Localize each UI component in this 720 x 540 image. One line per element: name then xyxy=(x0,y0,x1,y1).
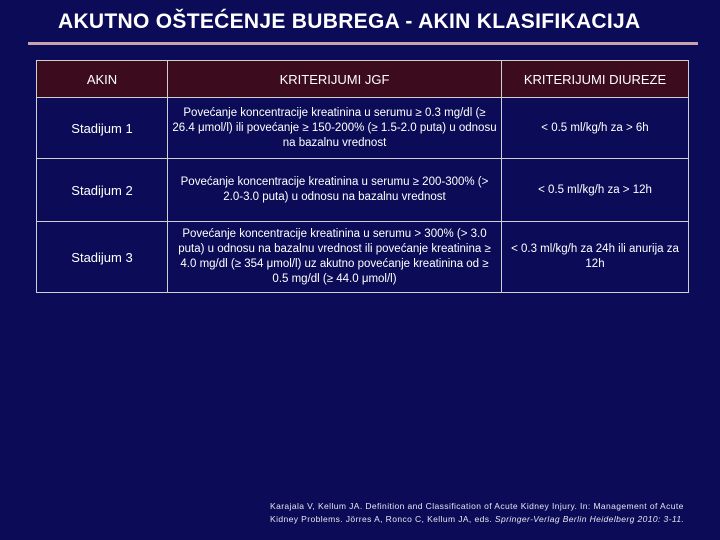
diuresis-criteria-cell: < 0.3 ml/kg/h za 24h ili anurija za 12h xyxy=(502,222,689,293)
stage-label: Stadijum 1 xyxy=(37,98,168,159)
header-akin: AKIN xyxy=(37,61,168,98)
diuresis-criteria-cell: < 0.5 ml/kg/h za > 6h xyxy=(502,98,689,159)
jgf-criteria-cell: Povećanje koncentracije kreatinina u serumu ≥ 200-300% (> 2.0-3.0 puta) u odnosu na bazalnu vrednost xyxy=(168,159,502,222)
table-row xyxy=(37,98,689,159)
title-divider xyxy=(28,42,698,45)
citation-publisher: Springer-Verlag Berlin Heidelberg 2010: 3-11. xyxy=(494,514,685,524)
header-diuresis-criteria: KRITERIJUMI DIUREZE xyxy=(502,61,689,98)
stage-label: Stadijum 3 xyxy=(37,222,168,293)
diuresis-criteria-cell: < 0.5 ml/kg/h za > 12h xyxy=(502,159,689,222)
table-header-row xyxy=(37,61,689,98)
header-jgf-criteria: KRITERIJUMI JGF xyxy=(168,61,502,98)
akin-classification-table xyxy=(36,60,689,293)
jgf-criteria-cell: Povećanje koncentracije kreatinina u serumu > 300% (> 3.0 puta) u odnosu na bazalnu vrednost ili povećanje kreatinina ≥ 4.0 mg/dl (≥ 354 μmol/l) uz akutno povećanje kreatinina od ≥ 0.5 mg/dl (≥ 44.0 μmol/l) xyxy=(168,222,502,293)
table-row xyxy=(37,222,689,293)
table-row xyxy=(37,159,689,222)
citation-text: Karajala V, Kellum JA. Definition and Classification of Acute Kidney Injury. In: Management of Acute Kidney Problems. Jörres A, Ronco C, Kellum JA, eds. xyxy=(270,501,684,524)
citation-reference xyxy=(270,500,702,526)
stage-label: Stadijum 2 xyxy=(37,159,168,222)
slide-title: AKUTNO OŠTEĆENJE BUBREGA - AKIN KLASIFIKACIJA xyxy=(58,10,641,33)
jgf-criteria-cell: Povećanje koncentracije kreatinina u serumu ≥ 0.3 mg/dl (≥ 26.4 μmol/l) ili povećanje ≥ 150-200% (≥ 1.5-2.0 puta) u odnosu na bazalnu vrednost xyxy=(168,98,502,159)
